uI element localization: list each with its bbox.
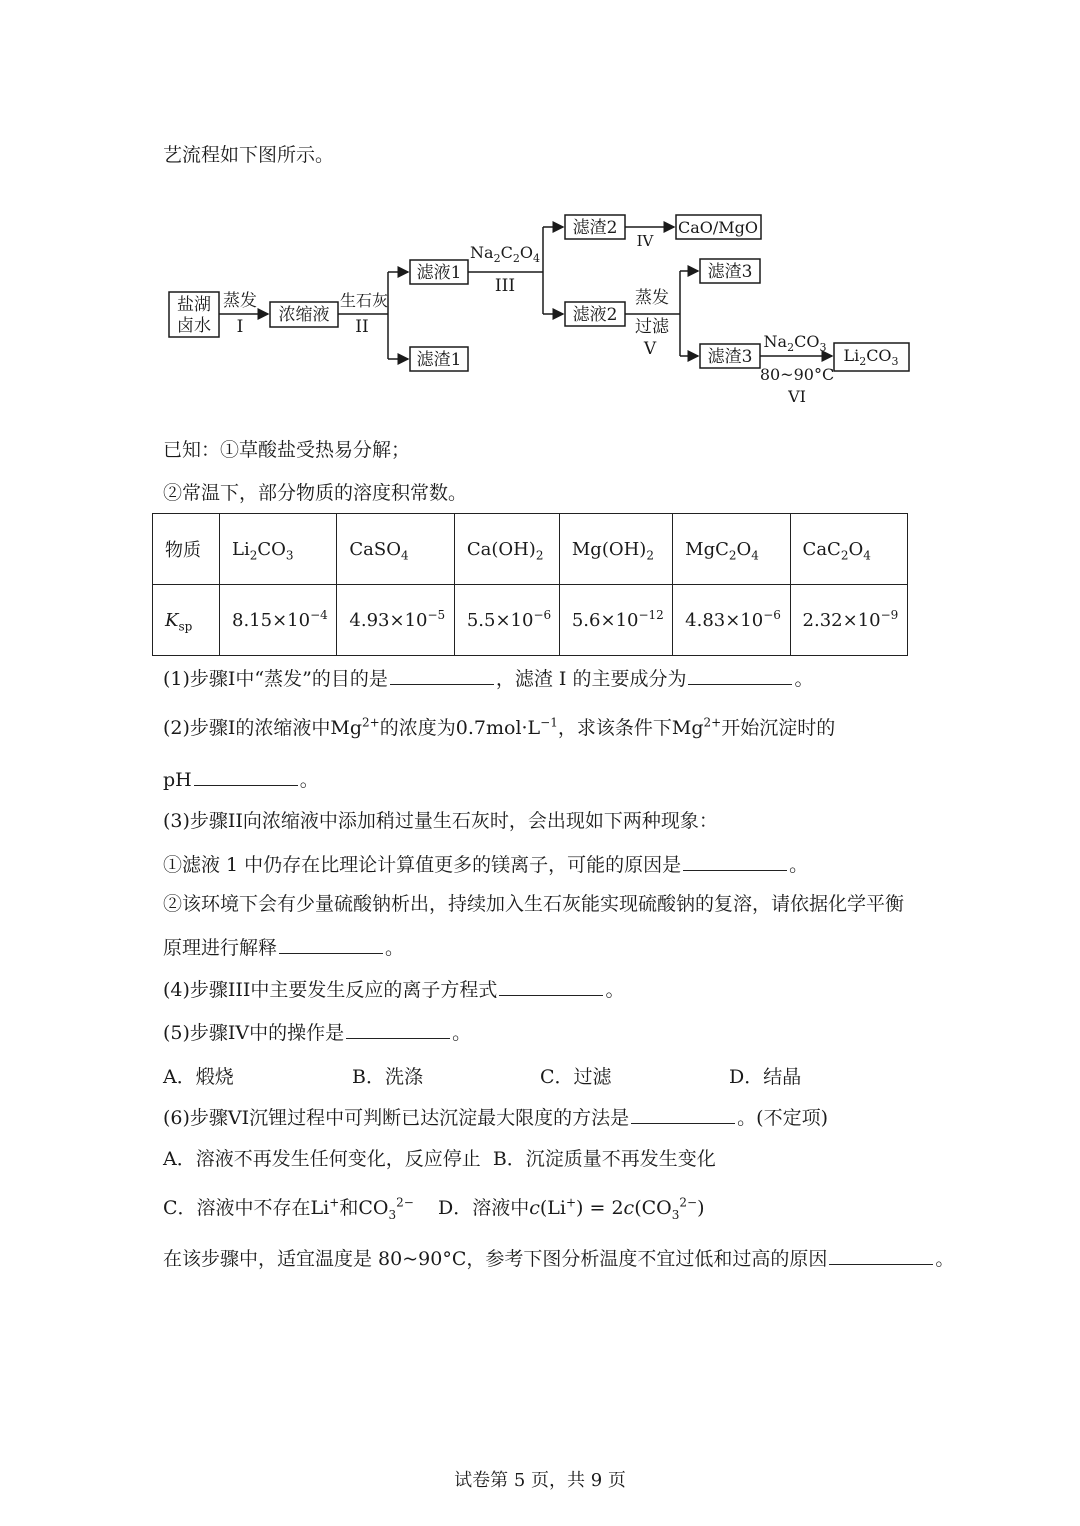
ksp-value-cell: $8.15\times 10^{-4}$: [220, 585, 337, 656]
answer-blank[interactable]: [346, 1020, 450, 1039]
q6-option-a[interactable]: A．溶液不再发生任何变化，反应停止: [163, 1148, 481, 1170]
filtrate2-label: 滤液2: [572, 305, 618, 325]
ksp-value-cell: $4.93\times 10^{-5}$: [337, 585, 454, 656]
table-row: [153, 514, 908, 585]
ksp-value-cell: $2.32\times 10^{-9}$: [790, 585, 907, 656]
question-3-part-1: ①滤液 1 中仍存在比理论计算值更多的镁离子，可能的原因是 。: [163, 854, 809, 876]
q6-options-cd: [163, 1196, 704, 1220]
page-footer: 试卷第 5 页，共 9 页: [454, 1470, 626, 1491]
answer-blank[interactable]: [194, 767, 298, 786]
intro-line: 艺流程如下图所示。: [163, 144, 335, 166]
ksp-label-cell: $K_{sp}$: [153, 585, 220, 656]
answer-blank[interactable]: [683, 852, 787, 871]
q6-option-c[interactable]: C．溶液中不存在Li+和$CO_3^{2-}$: [163, 1195, 414, 1222]
substance-cell: $MgC_2O_4$: [673, 514, 790, 585]
substance-cell: CaSO$_4$: [337, 514, 454, 585]
q6-options-ab: [163, 1147, 716, 1171]
answer-blank[interactable]: [279, 935, 383, 954]
step2-label: 生石灰: [339, 291, 389, 310]
step5-roman: V: [643, 339, 657, 359]
q6-option-b[interactable]: B．沉淀质量不再发生变化: [492, 1148, 716, 1170]
step4-roman: IV: [636, 232, 654, 250]
raw-l2: 卤水: [177, 316, 211, 336]
ksp-table: [152, 513, 908, 656]
raw-l1: 盐湖: [177, 295, 211, 315]
question-3: (3)步骤II向浓缩液中添加稍过量生石灰时，会出现如下两种现象：: [163, 810, 718, 832]
residue3-bottom-label: 滤渣3: [707, 347, 753, 367]
step6-roman: VI: [788, 387, 806, 406]
substance-cell: $Mg(OH)_2$: [559, 514, 672, 585]
step3-roman: III: [494, 276, 516, 296]
answer-blank[interactable]: [829, 1246, 933, 1265]
residue2-label: 滤渣2: [572, 218, 618, 238]
q6-option-d[interactable]: D．溶液中$c(Li^+) = 2c(CO_3^{2-})$: [437, 1195, 705, 1222]
answer-blank[interactable]: [390, 666, 494, 685]
known-line-1: 已知：①草酸盐受热易分解；: [163, 439, 411, 461]
q6-temperature-question: 在该步骤中，适宜温度是 80~90°C，参考下图分析温度不宜过低和过高的原因 。: [163, 1248, 955, 1270]
ksp-value-cell: $5.5\times 10^{-6}$: [454, 585, 559, 656]
substance-cell: $CaC_2O_4$: [790, 514, 907, 585]
conc-label: 浓缩液: [278, 305, 330, 325]
header-label-cell: 物质: [153, 514, 220, 585]
substance-cell: $Ca(OH)_2$: [454, 514, 559, 585]
process-flowchart: [0, 0, 1080, 420]
step1-label: 蒸发: [223, 291, 257, 311]
q5-option-c[interactable]: C．过滤: [540, 1066, 612, 1088]
question-3-part-2-cont: 原理进行解释 。: [163, 937, 405, 959]
residue1-label: 滤渣1: [416, 350, 462, 370]
q5-option-a[interactable]: A．煅烧: [163, 1066, 234, 1088]
filtrate1-label: 滤液1: [416, 263, 462, 283]
question-5: (5)步骤IV中的操作是 。: [163, 1022, 472, 1044]
answer-blank[interactable]: [499, 977, 603, 996]
residue3-top-label: 滤渣3: [707, 262, 753, 282]
reagent3-formula: $Na_2C_2O_4$: [470, 243, 540, 265]
temp6-label: 80~90°C: [759, 365, 835, 384]
ksp-value-cell: $5.6\times 10^{-12}$: [559, 585, 672, 656]
product4-label: CaO/MgO: [677, 218, 759, 237]
reagent6-formula: $Na_2CO_3$: [763, 332, 827, 354]
table-row: [153, 585, 908, 656]
q5-option-d[interactable]: D．结晶: [729, 1066, 802, 1088]
step5-l2: 过滤: [635, 317, 669, 337]
question-1: (1)步骤I中“蒸发”的目的是 ，滤渣 I 的主要成分为 。: [163, 668, 814, 690]
answer-blank[interactable]: [631, 1105, 735, 1124]
question-3-part-2: ②该环境下会有少量硫酸钠析出，持续加入生石灰能实现硫酸钠的复溶，请依据化学平衡: [163, 893, 905, 915]
substance-cell: $Li_2CO_3$: [220, 514, 337, 585]
ksp-value-cell: $4.83\times 10^{-6}$: [673, 585, 790, 656]
q5-option-b[interactable]: B．洗涤: [352, 1066, 423, 1088]
step2-roman: II: [355, 317, 369, 337]
known-line-2: ②常温下，部分物质的溶度积常数。: [163, 482, 468, 504]
question-6: (6)步骤VI沉锂过程中可判断已达沉淀最大限度的方法是 。(不定项): [163, 1107, 828, 1129]
answer-blank[interactable]: [688, 666, 792, 685]
product6-formula: $Li_2CO_3$: [843, 346, 899, 368]
step5-l1: 蒸发: [635, 288, 669, 308]
step1-roman: I: [236, 317, 244, 337]
question-2-cont: pH 。: [163, 769, 319, 791]
question-2: (2)步骤I的浓缩液中$Mg^{2+}$的浓度为$0.7mol\cdot L^{-1}$，求该条件下$Mg^{2+}$开始沉淀时的: [163, 715, 836, 739]
question-4: (4)步骤III中主要发生反应的离子方程式 。: [163, 979, 625, 1001]
